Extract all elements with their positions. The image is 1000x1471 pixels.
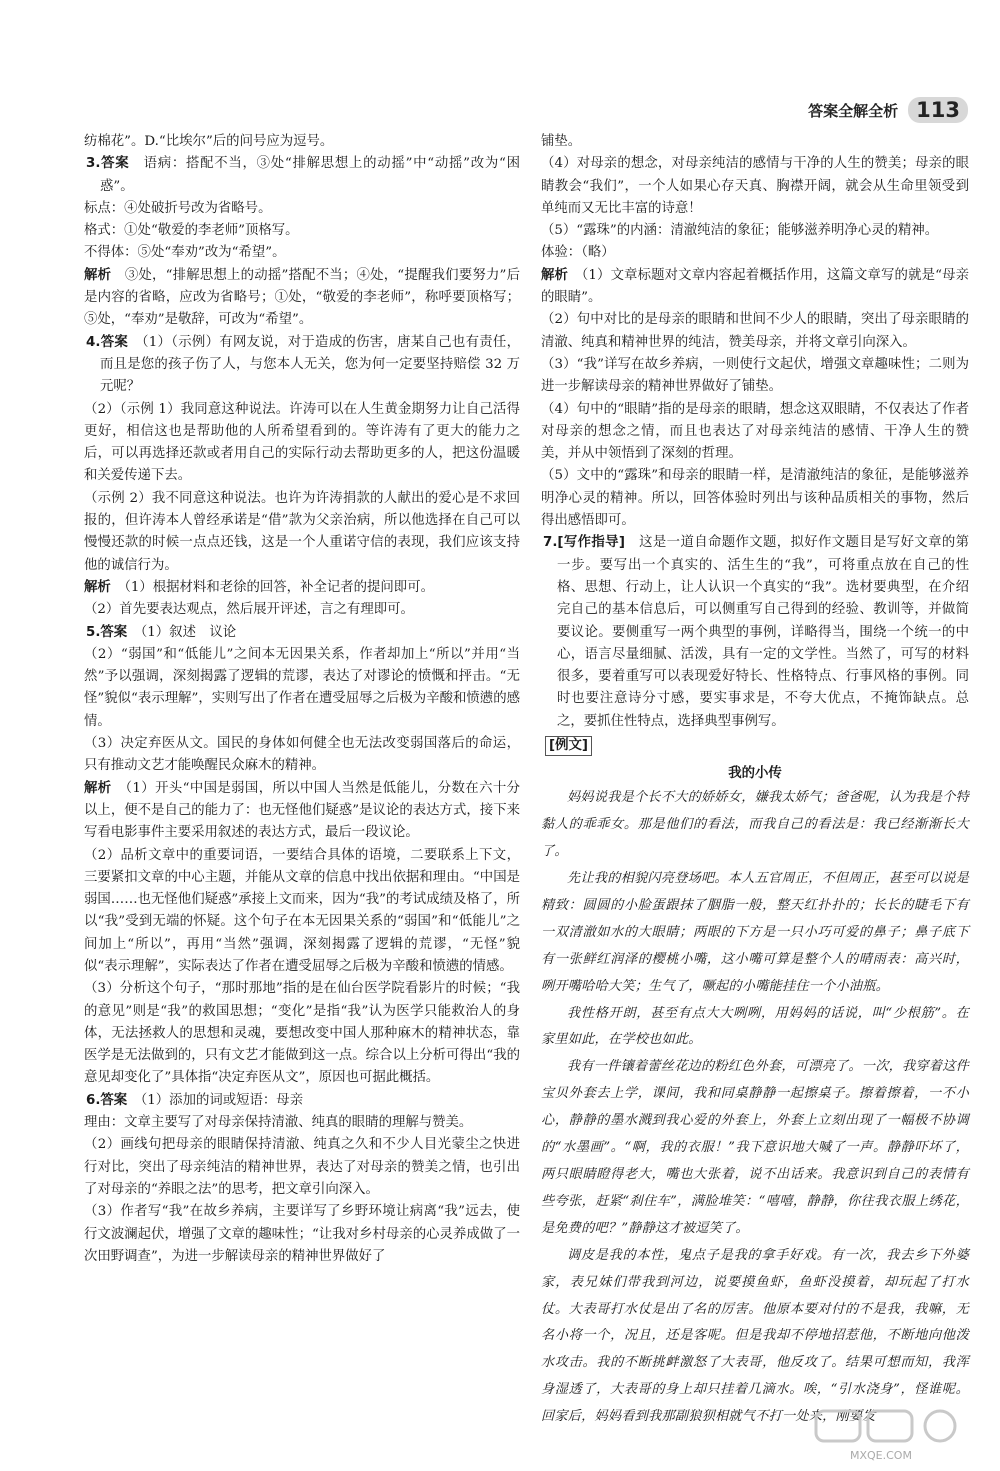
answer-label: 答案: [100, 1092, 128, 1108]
paragraph-text: 格式：①处“敬爱的李老师”顶格写。: [84, 223, 299, 239]
paragraph-text: （2）品析文章中的重要词语，一要结合具体的语境，二要联系上下文，三要紧扣文章的中心主题，并能从文章的信息中找出依据和理由。“中国是弱国……也无怪他们疑惑”承接上文而来，因为“我”的考试成绩及格了，所以“我”受到无端的怀疑。这个句子在本无因果关系的“弱国”和“低能儿”之间加上“所以”，再用“当然”强调，深刻揭露了逻辑的荒谬，“无怪”貌似“表示理解”，实际表达了作者在遭受屈辱之后极为辛酸和愤懑的情感。: [84, 847, 520, 974]
watermark-logo: [810, 1407, 970, 1465]
paragraph-text: （5）“露珠”的内涵：清澈纯洁的象征；能够滋养明净心灵的精神。: [541, 223, 939, 239]
left-paragraph: [84, 778, 520, 845]
answer-label: 解析: [84, 579, 111, 595]
left-paragraph: [84, 644, 520, 733]
essay-paragraph: 我性格开朗，甚至有点大大咧咧，用妈妈的话说，叫“少根筋”。在家里如此，在学校也如此。: [541, 1005, 969, 1048]
answer-label: 答案: [100, 334, 129, 350]
left-paragraph: [84, 399, 520, 488]
paragraph-text: （2）首先要表达观点，然后展开评述，言之有理即可。: [84, 602, 414, 618]
paragraph-text: 纺棉花”。D.“比埃尔”后的问号应为逗号。: [84, 134, 334, 149]
left-paragraph: [84, 153, 520, 198]
paragraph-text: （3）“我”详写在故乡养病，一则使行文起伏，增强文章趣味性；二则为进一步解读母亲的精神世界做好了铺垫。: [541, 356, 969, 395]
left-paragraph: [84, 220, 520, 242]
right-column: [541, 131, 969, 1431]
essay-title: 我的小传: [728, 766, 782, 782]
left-paragraph: [84, 1134, 520, 1201]
paragraph-text: ③处，“排解思想上的动摇”搭配不当；④处，“提醒我们要努力”后是内容的省略，应改为省略号；①处，“敬爱的李老师”，称呼要顶格写；⑤处，“奉劝”是敬辞，可改为“希望”。: [84, 267, 521, 328]
left-paragraph: [84, 1090, 520, 1112]
left-paragraph: [84, 599, 520, 621]
paragraph-text: （1）开头“中国是弱国，所以中国人当然是低能儿，分数在六十分以上，便不是自己的能力了：也无怪他们疑惑”是议论的表达方式，接下来写看电影事件主要采用叙述的表达方式，最后一段议论。: [84, 780, 521, 841]
header-title: 答案全解全析: [808, 101, 899, 120]
right-paragraph: [541, 399, 969, 466]
paragraph-text: （3）决定弃医从文。国民的身体如何健全也无法改变弱国落后的命运，只有推动文艺才能唤醒民众麻木的精神。: [84, 736, 520, 774]
answer-label: 解析: [84, 780, 112, 796]
right-paragraph: [541, 532, 969, 733]
example-tag: [例文]: [545, 736, 592, 756]
left-column: [84, 131, 520, 1268]
paragraph-text: （5）文中的“露珠”和母亲的眼睛一样，是清澈纯洁的象征，是能够滋养明净心灵的精神。所以，回答体验时列出与该种品质相关的事物，然后得出感悟即可。: [541, 468, 969, 529]
left-paragraph: [84, 733, 520, 778]
right-paragraph: [541, 265, 969, 310]
paragraph-text: （1）叙述 议论: [140, 624, 237, 640]
left-paragraph: [84, 845, 520, 979]
essay-body: [541, 785, 969, 1431]
paragraph-text: （1）根据材料和老徐的回答，补全记者的提问即可。: [124, 579, 434, 595]
paragraph-text: 铺垫。: [541, 134, 582, 149]
paragraph-text: （4）对母亲的想念，对母亲纯洁的感情与干净的人生的赞美；母亲的眼睛教会“我们”，一个人如果心存天真、胸襟开阔，就会从生命里领受到单纯而又无比丰富的诗意！: [541, 156, 969, 216]
right-paragraph: [541, 242, 969, 264]
paragraph-text: 这是一道自命题作文题，拟好作文题目是写好文章的第一步。要写出一个真实的、活生生的“我”，可将重点放在自己的性格、思想、行动上，让人认识一个真实的“我”。选材要典型，在介绍完自己的基本信息后，可以侧重写自己得到的经验、教训等，并做简要议论。要侧重写一两个典型的事例，详略得当，围绕一个统一的中心，语言尽量细腻、活泼，具有一定的文学性。当然了，可写的材料很多，要着重写可以表现爱好特长、性格特点、行事风格的事例。同时也要注意诗分寸感，要实事求是，不夸大优点，不掩饰缺点。总之，要抓住性特点，选择典型事例写。: [557, 535, 969, 729]
paragraph-text: （1）添加的词或短语：母亲: [140, 1092, 304, 1108]
right-paragraph: [541, 131, 969, 153]
paragraph-text: 体验：（略）: [541, 245, 615, 261]
answer-label: 解析: [541, 267, 569, 283]
right-answers: [541, 131, 969, 733]
right-paragraph: [541, 354, 969, 399]
answer-label: 解析: [84, 267, 112, 283]
essay-paragraph: 我有一件镶着蕾丝花边的粉红色外套，可漂亮了。一次，我穿着这件宝贝外套去上学，课间，我和同桌静静一起擦桌子。擦着擦着，一不小心，静静的墨水溅到我心爱的外套上，外套上立刻出现了一幅极不协调的“水墨画”。“啊，我的衣服！”我下意识地大喊了一声。静静吓坏了，两只眼睛瞪得老大，嘴也大张着，说不出话来。我意识到自己的表情有些夸张，赶紧“刹住车”，满脸堆笑：“嘻嘻，静静，你往我衣服上绣花，是免费的吧？”静静这才被逗笑了。: [541, 1059, 969, 1236]
question-number: 5.: [86, 624, 101, 640]
left-paragraph: [84, 577, 520, 599]
answer-label: 答案: [100, 156, 130, 172]
paragraph-text: （4）句中的“眼睛”指的是母亲的眼睛，想念这双眼睛，不仅表达了作者对母亲的想念之情，而且也表达了对母亲纯洁的感情、干净人生的赞美，并从中领悟到了深刻的哲理。: [541, 401, 969, 462]
answer-label: 答案: [100, 624, 128, 640]
question-number: 3.: [86, 156, 101, 172]
watermark-site: MXQE.COM: [850, 1449, 912, 1462]
paragraph-text: 语病：搭配不当，③处“排解思想上的动摇”中“动摇”改为“困惑”。: [100, 156, 521, 194]
paragraph-text: （示例 2）我不同意这种说法。也许为许涛捐款的人献出的爱心是不求回报的，但许涛本人曾经承诺是“借”款为父亲治病，所以他选择在自己可以慢慢还款的时候一点点还钱，这是一个人重诺守信的表现，我们应该支持他的诚信行为。: [84, 490, 520, 573]
left-paragraph: [84, 242, 520, 264]
left-paragraph: [84, 1112, 520, 1134]
left-paragraph: [84, 978, 520, 1089]
paragraph-text: （1）（示例）有网友说，对于造成的伤害，唐某自己也有责任，而且是您的孩子伤了人，与您本人无关，您为何一定要坚持赔偿 32 万元呢？: [100, 334, 521, 395]
left-paragraph: [84, 198, 520, 220]
question-number: 4.: [86, 334, 101, 350]
paragraph-text: 不得体：⑤处“奉劝”改为“希望”。: [84, 245, 286, 261]
paragraph-text: 理由：文章主要写了对母亲保持清澈、纯真的眼睛的理解与赞美。: [84, 1115, 473, 1131]
right-paragraph: [541, 309, 969, 354]
left-paragraph: [84, 332, 520, 399]
left-paragraph: [84, 131, 520, 153]
essay-paragraph: 调皮是我的本性，鬼点子是我的拿手好戏。有一次，我去乡下外婆家，表兄妹们带我到河边，说要摸鱼虾，鱼虾没摸着，却玩起了打水仗。大表哥打水仗是出了名的厉害。他原本要对付的不是我，我嘛，无名小将一个，况且，还是客呢。但是我却不停地招惹他，不断地向他泼水攻击。我的不断挑衅激怒了大表哥，他反攻了。结果可想而知，我浑身湿透了，大表哥的身上却只挂着几滴水。唉，“引水浇身”，怪谁呢。回家后，妈妈看到我那副狼狈相就气不打一处来，刚要发: [541, 1247, 969, 1425]
left-paragraph: [84, 265, 520, 332]
right-paragraph: [541, 153, 969, 220]
right-paragraph: [541, 220, 969, 242]
left-paragraph: [84, 488, 520, 577]
essay-paragraph: 先让我的相貌闪亮登场吧。本人五官周正，不但周正，甚至可以说是精致：圆圆的小脸蛋跟抹了胭脂一般，整天红扑扑的；长长的睫毛下有一双清澈如水的大眼睛；两眼的下方是一只小巧可爱的鼻子；鼻子底下有一张鲜红润泽的樱桃小嘴，这小嘴可算是整个人的晴雨表：高兴时，咧开嘴哈哈大笑；生气了，噘起的小嘴能挂住一个小油瓶。: [541, 871, 969, 994]
example-essay: [541, 733, 969, 1431]
left-paragraph: [84, 622, 520, 644]
answer-label: [写作指导]: [557, 535, 626, 551]
question-number: 6.: [86, 1092, 101, 1108]
paragraph-text: （2）（示例 1）我同意这种说法。许涛可以在人生黄金期努力让自己活得更好，相信这也是帮助他的人所希望看到的。等许涛有了更大的能力之后，可以再选择还款或者用自己的实际行动去帮助更多的人，把这份温暖和关爱传递下去。: [84, 401, 520, 484]
essay-paragraph: 妈妈说我是个长不大的娇娇女，嫌我太娇气；爸爸呢，认为我是个特黏人的乖乖女。那是他们的看法，而我自己的看法是：我已经渐渐长大了。: [541, 790, 969, 860]
paragraph-text: （2）句中对比的是母亲的眼睛和世间不少人的眼睛，突出了母亲眼睛的清澈、纯真和精神世界的纯洁，赞美母亲，并将文章引向深入。: [541, 312, 969, 350]
left-paragraph: [84, 1201, 520, 1268]
paragraph-text: （2）“弱国”和“低能儿”之间本无因果关系，作者却加上“所以”并用“当然”予以强调，深刻揭露了逻辑的荒谬，表达了对谬论的愤慨和抨击。“无怪”貌似“表示理解”，实则写出了作者在遭受屈辱之后极为辛酸和愤懑的感情。: [84, 646, 520, 729]
paragraph-text: （3）分析这个句子，“那时那地”指的是在仙台医学院看影片的时候；“我的意见”则是“我”的救国思想；“变化”是指“我”认为医学只能救治人的身体，无法拯救人的思想和灵魂，要想改变中国人那种麻木的精神状态，靠医学是无法做到的，只有文艺才能做到这一点。综合以上分析可得出“我的意见却变化了”具体指“决定弃医从文”，原因也可据此概括。: [84, 981, 520, 1086]
page-number: 113: [908, 97, 968, 123]
right-paragraph: [541, 465, 969, 532]
paragraph-text: （3）作者写“我”在故乡养病，主要详写了乡野环境让病离“我”远去，使行文波澜起伏，增强了文章的趣味性；“让我对乡村母亲的心灵养成做了一次田野调查”，为进一步解读母亲的精神世界做好了: [84, 1204, 520, 1264]
page-header: [808, 96, 968, 124]
paragraph-text: （2）画线句把母亲的眼睛保持清澈、纯真之久和不少人目光蒙尘之快进行对比，突出了母亲纯洁的精神世界，表达了对母亲的赞美之情，也引出了对母亲的“养眼之法”的思考，把文章引向深入。: [84, 1137, 520, 1197]
paragraph-text: 标点：④处破折号改为省略号。: [84, 200, 272, 216]
question-number: 7.: [543, 535, 558, 551]
paragraph-text: （1）文章标题对文章内容起着概括作用，这篇文章写的就是“母亲的眼睛”。: [541, 267, 970, 306]
